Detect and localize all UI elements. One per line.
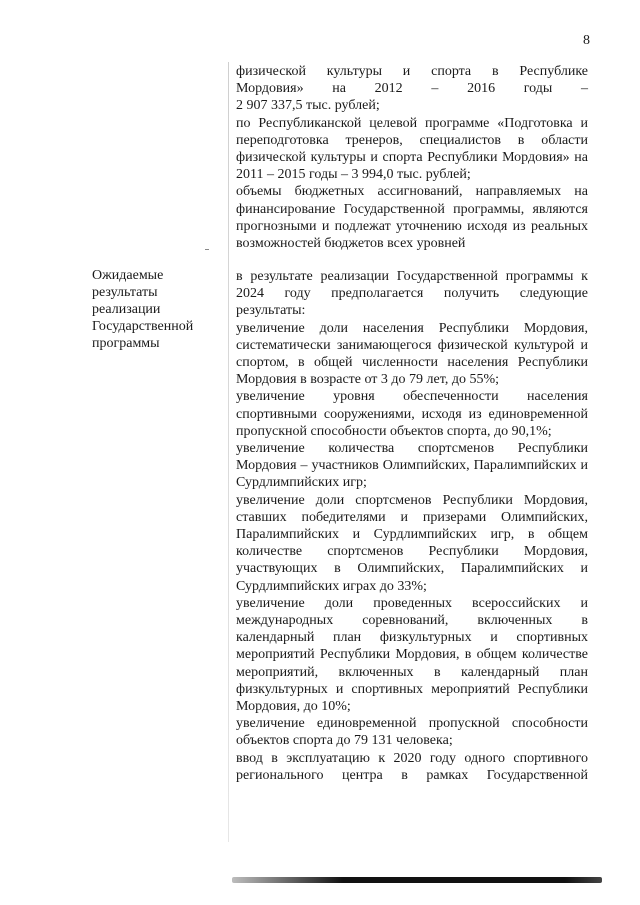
- label-line-3: реализации: [92, 302, 161, 317]
- result-olympic-winners-share: увеличение доли спортсменов Республики Мордовия, ставших победителями и призерами Олимпийских, Паралимпийских и Сурдлимпийских игр, в общем количестве спортсменов Республики Мордовия, участвующих в Олимпийских, Паралимпийских и Сурдлимпийских играх до 33%;: [236, 492, 588, 594]
- funding-line-3: 2 907 337,5 тыс. рублей;: [236, 98, 380, 114]
- result-facility-provision: увеличение уровня обеспеченности населения спортивными сооружениями, исходя из единовременной пропускной способности объектов спорта, до 90,1%;: [236, 389, 588, 439]
- label-line-5: программы: [92, 336, 160, 351]
- label-line-2: результаты: [92, 285, 158, 300]
- result-olympic-participants: увеличение количества спортсменов Республики Мордовия – участников Олимпийских, Паралимпийских и Сурдлимпийских игр;: [236, 441, 588, 491]
- expected-results-label: [92, 267, 222, 352]
- label-line-4: Государственной: [92, 319, 194, 334]
- column-divider: [228, 62, 229, 842]
- funding-continuation-block: [236, 63, 588, 252]
- results-intro: в результате реализации Государственной программы к 2024 году предполагается получить следующие результаты:: [236, 269, 588, 319]
- funding-forecast-note: объемы бюджетных ассигнований, направляемых на финансирование Государственной программы, являются прогнозными и подлежат уточнению исходя из реальных возможностей бюджетов всех уровней: [236, 184, 588, 252]
- funding-training-program: по Республиканской целевой программе «Подготовка и переподготовка тренеров, специалистов в области физической культуры и спорта Республики Мордовия» на 2011 – 2015 годы – 3 994,0 тыс. рублей;: [236, 115, 588, 183]
- scan-speck: [205, 249, 209, 250]
- result-regional-center: ввод в эксплуатацию к 2020 году одного спортивного регионального центра в рамках Государственной: [236, 750, 588, 783]
- funding-line-2: Мордовия» на 2012 – 2016 годы –: [236, 81, 588, 97]
- result-sport-participation: увеличение доли населения Республики Мордовия, систематически занимающегося физической культурой и спортом, в общей численности населения Республики Мордовия в возрасте от 3 до 79 лет, до 55%;: [236, 320, 588, 388]
- result-capacity: увеличение единовременной пропускной способности объектов спорта до 79 131 человека;: [236, 716, 588, 749]
- result-competitions-share: увеличение доли проведенных всероссийских и международных соревнований, включенных в календарный план физкультурных и спортивных мероприятий Республики Мордовия, в общем количестве мероприятий, включенных в календарный план физкультурных и спортивных мероприятий Республики Мордовия, до 10%;: [236, 595, 588, 715]
- expected-results-block: [236, 268, 588, 784]
- page-number: 8: [583, 33, 590, 48]
- label-line-1: Ожидаемые: [92, 268, 164, 283]
- funding-line-1: физической культуры и спорта в Республике: [236, 64, 588, 79]
- bottom-scan-line: [232, 877, 602, 883]
